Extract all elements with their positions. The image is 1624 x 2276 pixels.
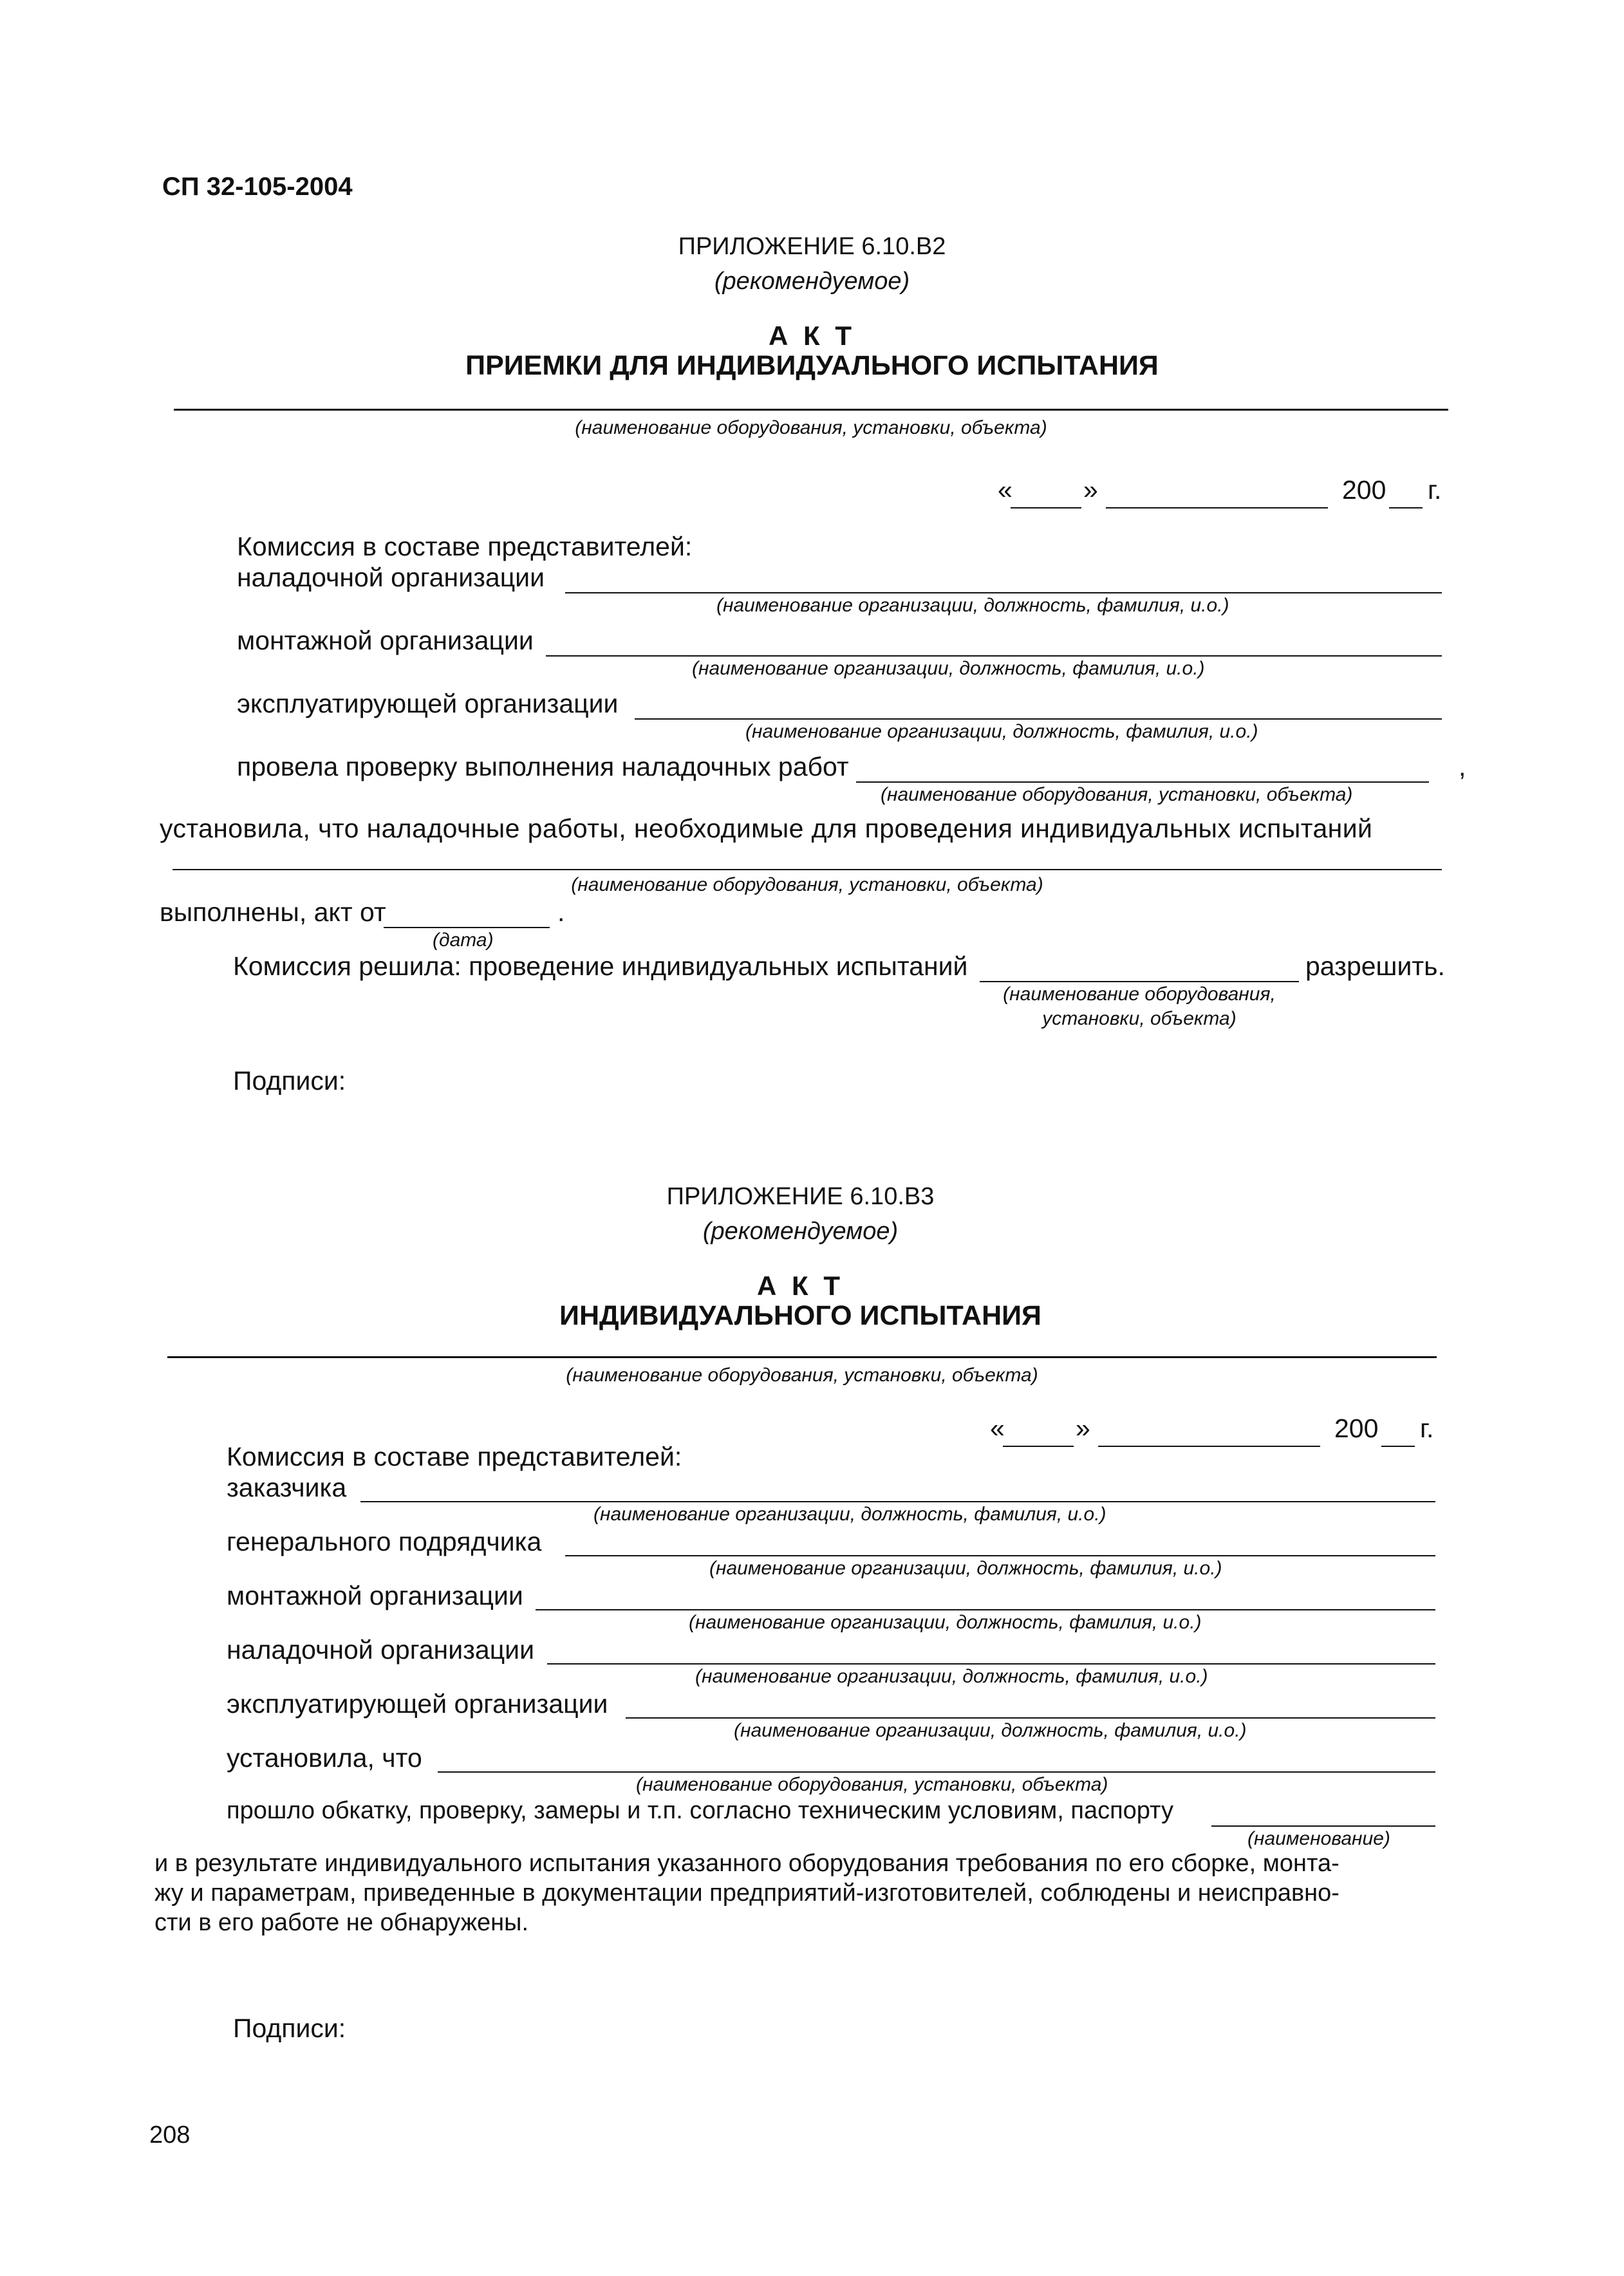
year-suffix-b3: г. (1420, 1413, 1434, 1443)
object-name-caption-b3: (наименование оборудования, установки, объекта) (566, 1365, 1038, 1386)
year-field-b3[interactable] (1381, 1446, 1415, 1447)
org-assembly-label: монтажной организации (237, 626, 534, 655)
org-assembly-field[interactable] (546, 655, 1442, 657)
act-b2-title: ПРИЕМКИ ДЛЯ ИНДИВИДУАЛЬНОГО ИСПЫТАНИЯ (465, 350, 1159, 381)
check-label: провела проверку выполнения наладочных работ (237, 752, 849, 781)
result-line-3: сти в его работе не обнаружены. (154, 1909, 529, 1936)
established-object-caption-b3: (наименование оборудования, установки, объекта) (636, 1774, 1108, 1795)
object-name-line-b3[interactable] (167, 1356, 1437, 1358)
org-setup-label-b3: наладочной организации (227, 1635, 534, 1665)
appendix-b3-recommended: (рекомендуемое) (702, 1218, 899, 1245)
year-suffix: г. (1428, 475, 1442, 505)
org-operating-label: эксплуатирующей организации (237, 689, 619, 718)
object-name-caption: (наименование оборудования, установки, объекта) (575, 417, 1047, 438)
established-object-field-b3[interactable] (438, 1771, 1435, 1773)
org-setup-caption-b3: (наименование организации, должность, фамилия, и.о.) (695, 1666, 1208, 1687)
object-name-line[interactable] (174, 409, 1448, 411)
result-line-2: жу и параметрам, приведенные в документации предприятий-изготовителей, соблюдены и неисправно- (154, 1880, 1339, 1907)
check-comma: , (1459, 752, 1466, 781)
check-object-field[interactable] (856, 781, 1429, 783)
org-setup-label: наладочной организации (237, 563, 545, 592)
passed-text: прошло обкатку, проверку, замеры и т.п. согласно техническим условиям, паспорту (227, 1797, 1173, 1824)
commission-label-b3: Комиссия в составе представителей: (227, 1442, 682, 1471)
decision-object-field[interactable] (980, 981, 1299, 982)
signatures-label-b3: Подписи: (233, 2013, 346, 2043)
org-customer-field[interactable] (360, 1501, 1435, 1502)
org-setup-caption: (наименование организации, должность, фамилия, и.о.) (716, 595, 1229, 616)
act-date-field[interactable] (384, 927, 550, 928)
org-assembly-caption-b3: (наименование организации, должность, фамилия, и.о.) (689, 1612, 1202, 1633)
org-operating-caption-b3: (наименование организации, должность, фамилия, и.о.) (734, 1720, 1247, 1741)
passport-field[interactable] (1211, 1825, 1435, 1827)
org-operating-field[interactable] (635, 718, 1442, 720)
org-assembly-field-b3[interactable] (536, 1609, 1435, 1610)
result-line-1: и в результате индивидуального испытания указанного оборудования требования по его сборке, монта- (154, 1850, 1339, 1877)
appendix-b2-heading: ПРИЛОЖЕНИЕ 6.10.В2 (678, 233, 946, 260)
org-general-label: генерального подрядчика (227, 1527, 542, 1556)
done-dot: . (557, 897, 565, 927)
established-object-caption: (наименование оборудования, установки, объекта) (571, 874, 1043, 895)
org-general-field[interactable] (565, 1555, 1435, 1556)
org-operating-field-b3[interactable] (626, 1717, 1435, 1719)
appendix-b3-heading: ПРИЛОЖЕНИЕ 6.10.В3 (666, 1183, 935, 1210)
established-text: установила, что наладочные работы, необходимые для проведения индивидуальных испытаний (160, 814, 1373, 843)
org-assembly-caption: (наименование организации, должность, фамилия, и.о.) (692, 658, 1205, 679)
act-b2-label: А К Т (769, 321, 855, 351)
year-prefix-b3: 200 (1334, 1413, 1379, 1443)
appendix-b2-recommended: (рекомендуемое) (714, 268, 910, 295)
day-field-b3[interactable] (1003, 1446, 1074, 1447)
decision-label: Комиссия решила: проведение индивидуальных испытаний (233, 951, 968, 981)
org-customer-label: заказчика (227, 1473, 347, 1502)
org-assembly-label-b3: монтажной организации (227, 1581, 523, 1610)
quote-close-b3: » (1076, 1413, 1090, 1443)
act-b3-title: ИНДИВИДУАЛЬНОГО ИСПЫТАНИЯ (559, 1300, 1041, 1331)
org-setup-field[interactable] (565, 592, 1442, 593)
org-customer-caption: (наименование организации, должность, фамилия, и.о.) (593, 1504, 1106, 1525)
month-field-b3[interactable] (1098, 1446, 1320, 1447)
signatures-label: Подписи: (233, 1066, 346, 1096)
quote-close: » (1083, 475, 1098, 505)
check-object-caption: (наименование оборудования, установки, объекта) (881, 784, 1353, 805)
org-operating-caption: (наименование организации, должность, фамилия, и.о.) (745, 721, 1258, 742)
year-field[interactable] (1389, 507, 1423, 508)
day-field[interactable] (1011, 507, 1081, 508)
year-prefix: 200 (1342, 475, 1386, 505)
org-operating-label-b3: эксплуатирующей организации (227, 1689, 608, 1719)
org-setup-field-b3[interactable] (547, 1663, 1435, 1665)
quote-open: « (998, 475, 1013, 505)
passport-caption: (наименование) (1247, 1828, 1390, 1849)
act-b3-label: А К Т (757, 1271, 844, 1301)
page-number: 208 (149, 2122, 191, 2149)
decision-caption-1: (наименование оборудования, (1003, 984, 1276, 1005)
commission-label: Комиссия в составе представителей: (237, 532, 693, 561)
allow-label: разрешить. (1305, 951, 1445, 981)
decision-caption-2: установки, объекта) (1042, 1008, 1237, 1029)
established-object-field[interactable] (173, 869, 1442, 870)
org-general-caption: (наименование организации, должность, фамилия, и.о.) (709, 1558, 1222, 1579)
quote-open-b3: « (990, 1413, 1005, 1443)
act-date-caption: (дата) (433, 929, 494, 951)
document-code: СП 32-105-2004 (162, 173, 353, 201)
done-label: выполнены, акт от (160, 897, 386, 927)
established-label-b3: установила, что (227, 1743, 422, 1773)
month-field[interactable] (1106, 507, 1328, 508)
